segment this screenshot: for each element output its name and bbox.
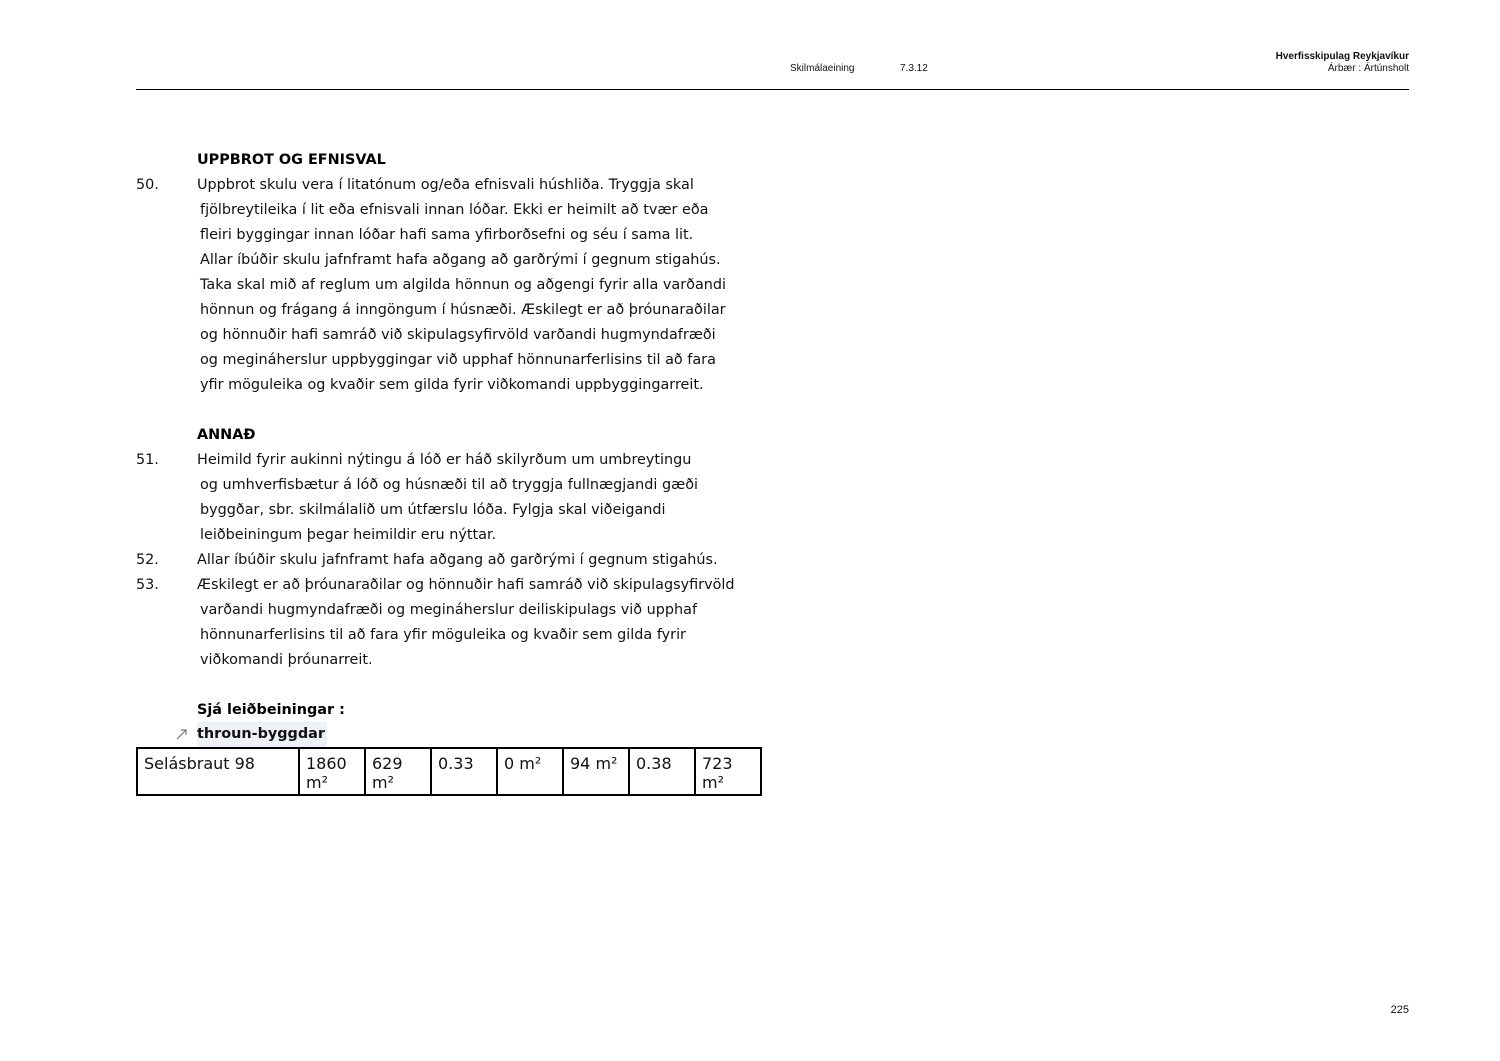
external-link-arrow-icon[interactable] (175, 724, 189, 744)
cell-value: Selásbraut 98 (144, 754, 255, 773)
cell-value: 0 m² (504, 754, 542, 773)
guidelines-link[interactable]: throun-byggdar (197, 722, 327, 747)
text-line: og umhverfisbætur á lóð og húsnæði til að tryggja fullnægjandi gæði (200, 477, 699, 493)
page-number: 225 (1390, 1004, 1409, 1016)
text-line: hönnunarferlisins til að fara yfir möguleika og kvaðir sem gilda fyrir (200, 627, 686, 643)
cell-value: 629 (372, 754, 403, 773)
header-section-code: 7.3.12 (900, 63, 928, 74)
item-text-52 (197, 548, 718, 573)
text-line: byggðar, sbr. skilmálalið um útfærslu lóða. Fylgja skal viðeigandi (200, 502, 666, 518)
text-line: Taka skal mið af reglum um algilda hönnun og aðgengi fyrir alla varðandi (200, 277, 727, 293)
cell-value: 94 m² (570, 754, 618, 773)
table-cell (563, 748, 629, 795)
header-document-subtitle: Árbær : Ártúnsholt (1327, 63, 1409, 74)
cell-value: 0.38 (636, 754, 672, 773)
text-line: viðkomandi þróunarreit. (200, 652, 373, 668)
header-divider (136, 89, 1409, 90)
guidelines-label: Sjá leiðbeiningar : (197, 702, 345, 718)
item-text-51 (197, 448, 698, 548)
text-line: leiðbeiningum þegar heimildir eru nýttar. (200, 527, 497, 543)
text-line: Heimild fyrir aukinni nýtingu á lóð er háð skilyrðum um umbreytingu (197, 452, 692, 468)
text-line: hönnun og frágang á inngöngum í húsnæði. Æskilegt er að þróunaraðilar (200, 302, 726, 318)
cell-unit: m² (306, 773, 328, 792)
cell-unit: m² (372, 773, 394, 792)
header-document-title: Hverfisskipulag Reykjavíkur (1275, 51, 1409, 62)
item-number-52: 52. (136, 552, 159, 568)
item-number-51: 51. (136, 452, 159, 468)
text-line: Uppbrot skulu vera í litatónum og/eða efnisvali húshliða. Tryggja skal (197, 177, 694, 193)
text-line: yfir möguleika og kvaðir sem gilda fyrir viðkomandi uppbyggingarreit. (200, 377, 704, 393)
item-number-50: 50. (136, 177, 159, 193)
cell-value: 723 (702, 754, 733, 773)
lot-data-table (136, 747, 762, 796)
text-line: fjölbreytileika í lit eða efnisvali innan lóðar. Ekki er heimilt að tvær eða (200, 202, 709, 218)
item-number-53: 53. (136, 577, 159, 593)
item-text-53 (197, 573, 735, 673)
text-line: varðandi hugmyndafræði og megináherslur deiliskipulags við upphaf (200, 602, 698, 618)
text-line: Allar íbúðir skulu jafnframt hafa aðgang að garðrými í gegnum stigahús. (200, 252, 721, 268)
cell-value: 1860 (306, 754, 347, 773)
text-line: Allar íbúðir skulu jafnframt hafa aðgang að garðrými í gegnum stigahús. (197, 552, 718, 568)
table-cell-address (137, 748, 299, 795)
text-line: og megináherslur uppbyggingar við upphaf hönnunarferlisins til að fara (200, 352, 716, 368)
section-heading-uppbrot: UPPBROT OG EFNISVAL (197, 152, 386, 168)
table-cell (365, 748, 431, 795)
table-cell (629, 748, 695, 795)
table-cell (695, 748, 761, 795)
table-row (137, 748, 761, 795)
table-cell (299, 748, 365, 795)
text-line: Æskilegt er að þróunaraðilar og hönnuðir hafi samráð við skipulagsyfirvöld (197, 577, 735, 593)
cell-unit: m² (702, 773, 724, 792)
table-cell (431, 748, 497, 795)
table-cell (497, 748, 563, 795)
header-section-label: Skilmálaeining (790, 63, 855, 74)
cell-value: 0.33 (438, 754, 474, 773)
section-heading-annad: ANNAÐ (197, 427, 256, 443)
text-line: og hönnuðir hafi samráð við skipulagsyfirvöld varðandi hugmyndafræði (200, 327, 716, 343)
item-text-50 (197, 173, 726, 398)
text-line: fleiri byggingar innan lóðar hafi sama yfirborðsefni og séu í sama lit. (200, 227, 694, 243)
